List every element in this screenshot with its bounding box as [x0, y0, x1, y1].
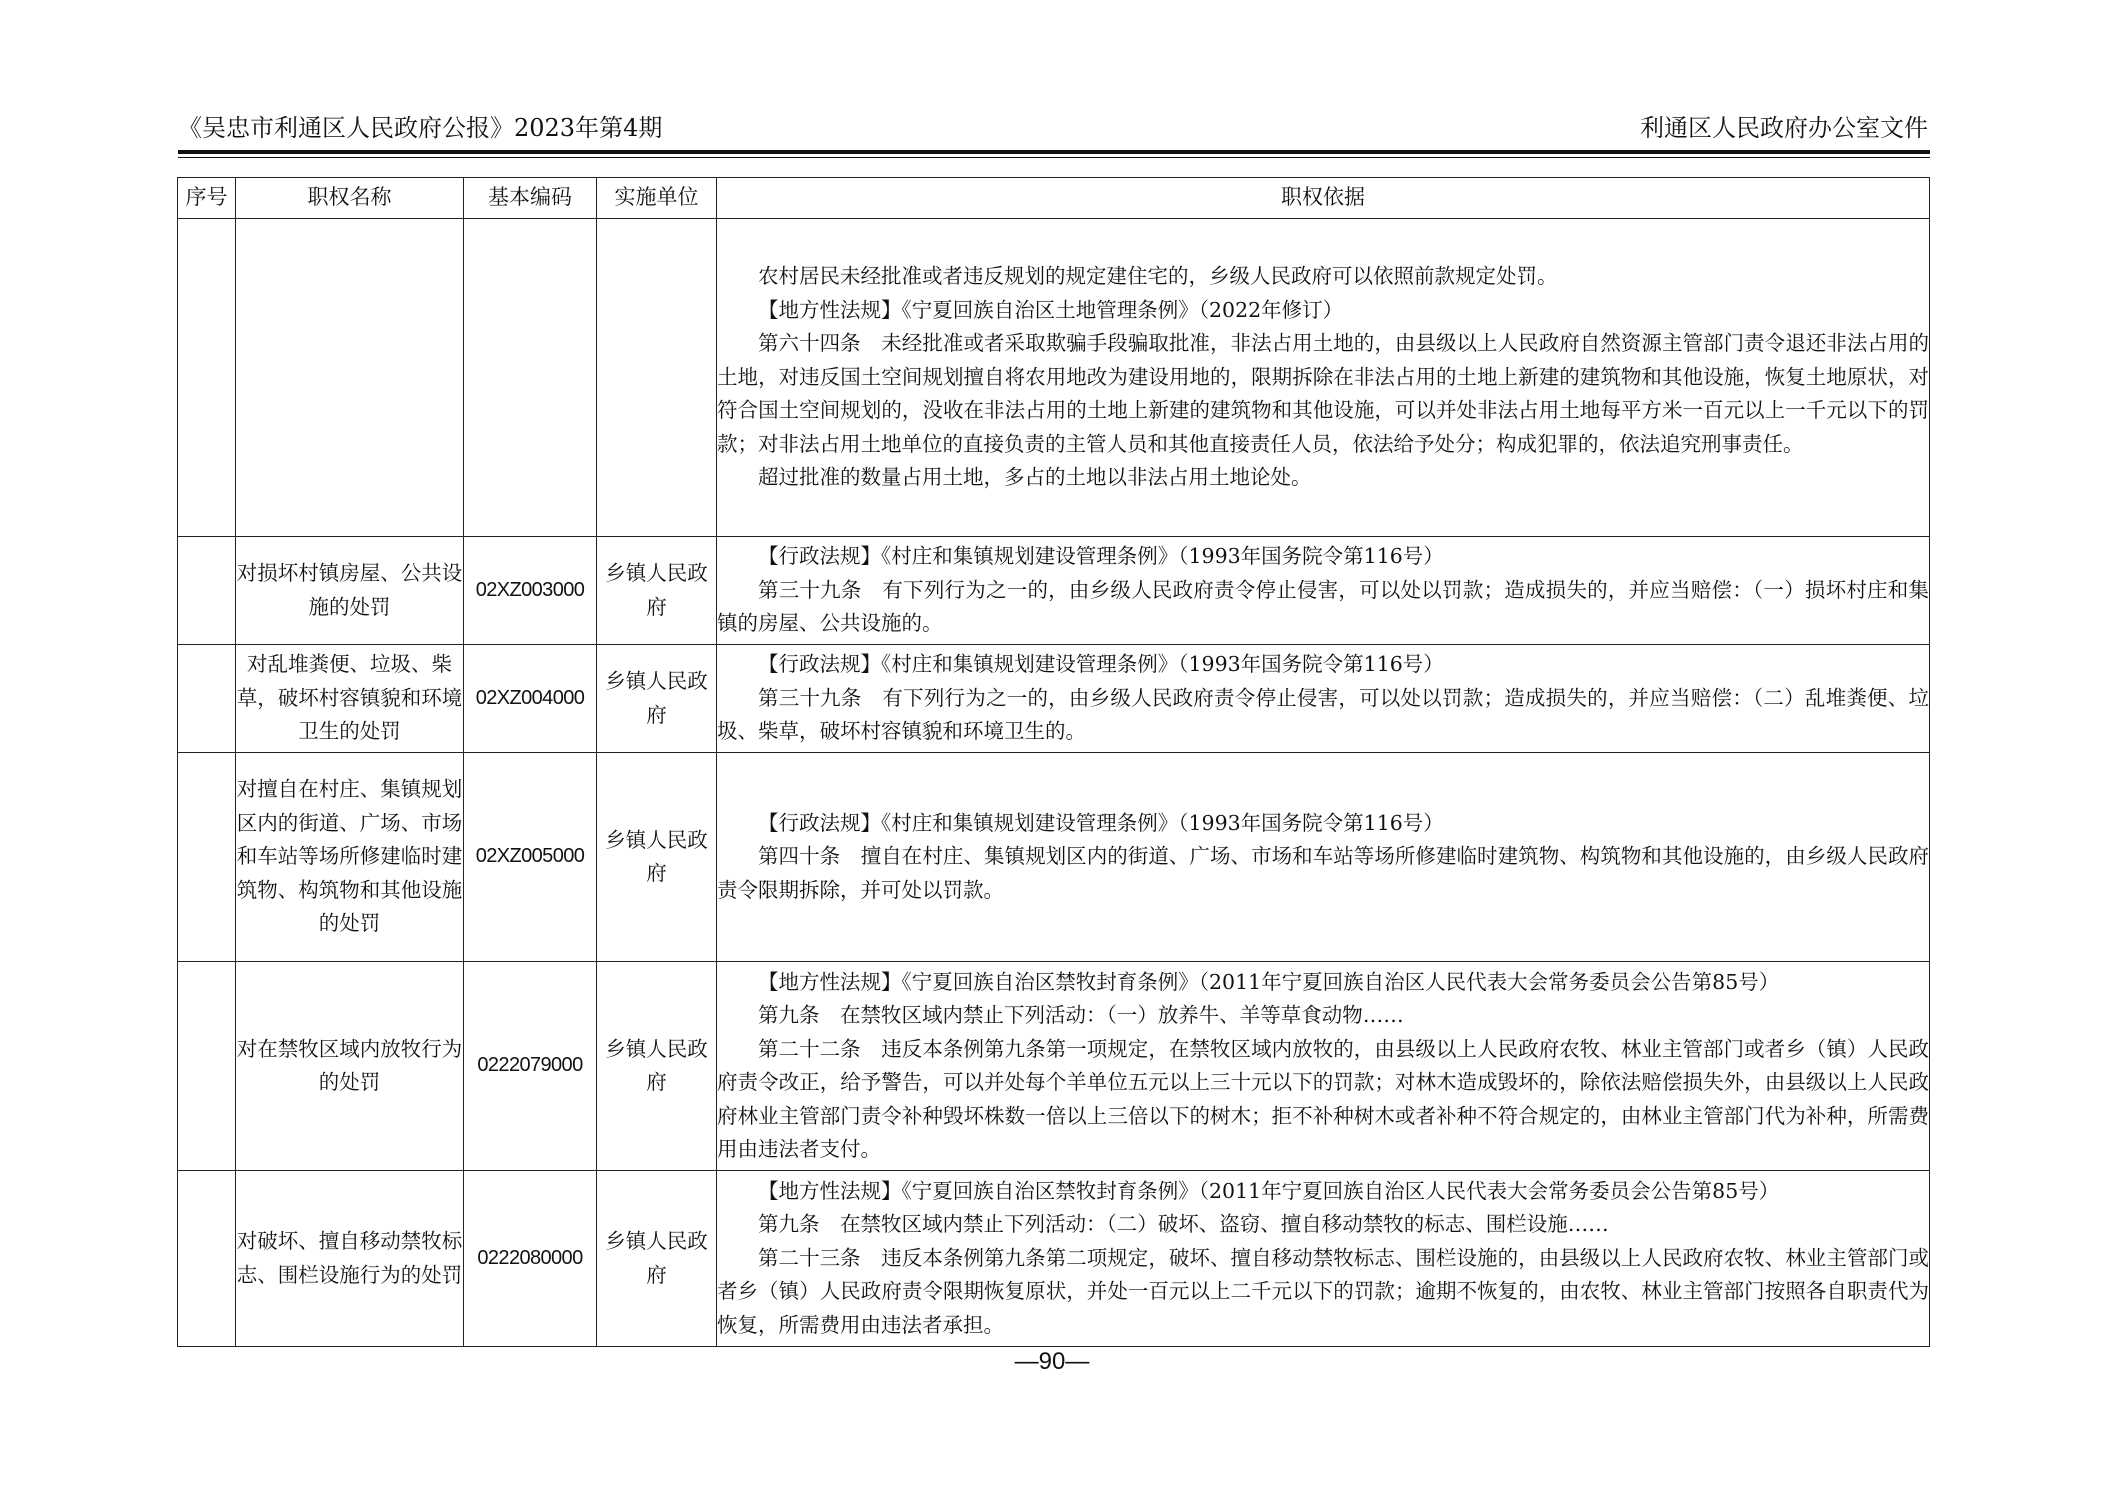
cell-no	[178, 219, 236, 537]
cell-unit: 乡镇人民政府	[597, 1171, 717, 1347]
basis-paragraph: 【地方性法规】《宁夏回族自治区禁牧封育条例》（2011年宁夏回族自治区人民代表大会常务委员会公告第85号）	[758, 1178, 1780, 1203]
cell-code	[464, 219, 597, 537]
cell-no	[178, 753, 236, 962]
header-rule-thick	[178, 150, 1930, 154]
table-row	[178, 537, 1930, 645]
cell-basis	[717, 1171, 1930, 1347]
column-header-unit: 实施单位	[597, 178, 717, 219]
basis-paragraph: 第二十二条 违反本条例第九条第一项规定，在禁牧区域内放牧的，由县级以上人民政府农牧、林业主管部门或者乡（镇）人民政府责令改正，给予警告，可以并处每个羊单位五元以上三十元以下的罚款；对林木造成毁坏的，除依法赔偿损失外，由县级以上人民政府林业主管部门责令补种毁坏株数一倍以上三倍以下的树木；拒不补种树木或者补种不符合规定的，由林业主管部门代为补种，所需费用由违法者支付。	[717, 1036, 1929, 1161]
cell-code: 02XZ004000	[464, 645, 597, 753]
cell-name: 对在禁牧区域内放牧行为的处罚	[236, 962, 464, 1171]
table-row	[178, 219, 1930, 537]
table-row	[178, 1171, 1930, 1347]
cell-name: 对损坏村镇房屋、公共设施的处罚	[236, 537, 464, 645]
basis-paragraph: 第二十三条 违反本条例第九条第二项规定，破坏、擅自移动禁牧标志、围栏设施的，由县级以上人民政府农牧、林业主管部门或者乡（镇）人民政府责令限期恢复原状，并处一百元以上二千元以下的罚款；逾期不恢复的，由农牧、林业主管部门按照各自职责代为恢复，所需费用由违法者承担。	[717, 1245, 1929, 1337]
issuing-office: 利通区人民政府办公室文件	[1640, 114, 1928, 142]
header-rule-thin	[178, 157, 1930, 158]
basis-paragraph: 第九条 在禁牧区域内禁止下列活动：（二）破坏、盗窃、擅自移动禁牧的标志、围栏设施……	[758, 1212, 1609, 1237]
basis-paragraph: 第三十九条 有下列行为之一的，由乡级人民政府责令停止侵害，可以处以罚款；造成损失的，并应当赔偿：（二）乱堆粪便、垃圾、柴草，破坏村容镇貌和环境卫生的。	[717, 685, 1929, 744]
page-header	[178, 108, 1928, 148]
cell-unit: 乡镇人民政府	[597, 753, 717, 962]
table-row	[178, 645, 1930, 753]
page-number: —90—	[1014, 1348, 1090, 1375]
cell-name: 对擅自在村庄、集镇规划区内的街道、广场、市场和车站等场所修建临时建筑物、构筑物和其他设施的处罚	[236, 753, 464, 962]
cell-no	[178, 645, 236, 753]
column-header-no: 序号	[178, 178, 236, 219]
basis-paragraph: 第四十条 擅自在村庄、集镇规划区内的街道、广场、市场和车站等场所修建临时建筑物、构筑物和其他设施的，由乡级人民政府责令限期拆除，并可处以罚款。	[717, 844, 1929, 902]
cell-code: 0222080000	[464, 1171, 597, 1347]
cell-basis	[717, 645, 1930, 753]
column-header-name: 职权名称	[236, 178, 464, 219]
basis-paragraph: 农村居民未经批准或者违反规划的规定建住宅的，乡级人民政府可以依照前款规定处罚。	[758, 264, 1558, 289]
bulletin-title: 《吴忠市利通区人民政府公报》2023年第4期	[178, 114, 663, 142]
table-row	[178, 962, 1930, 1171]
basis-paragraph: 【地方性法规】《宁夏回族自治区禁牧封育条例》（2011年宁夏回族自治区人民代表大会常务委员会公告第85号）	[758, 969, 1780, 994]
cell-unit: 乡镇人民政府	[597, 537, 717, 645]
basis-paragraph: 第六十四条 未经批准或者采取欺骗手段骗取批准，非法占用土地的，由县级以上人民政府自然资源主管部门责令退还非法占用的土地，对违反国土空间规划擅自将农用地改为建设用地的，限期拆除在非法占用的土地上新建的建筑物和其他设施，恢复土地原状，对符合国土空间规划的，没收在非法占用的土地上新建的建筑物和其他设施，可以并处非法占用土地每平方米一百元以上一千元以下的罚款；对非法占用土地单位的直接负责的主管人员和其他直接责任人员，依法给予处分；构成犯罪的，依法追究刑事责任。	[717, 331, 1929, 456]
cell-code: 02XZ005000	[464, 753, 597, 962]
column-header-basis: 职权依据	[717, 178, 1930, 219]
basis-paragraph: 第九条 在禁牧区域内禁止下列活动：（一）放养牛、羊等草食动物……	[758, 1003, 1404, 1027]
basis-paragraph: 超过批准的数量占用土地，多占的土地以非法占用土地论处。	[758, 465, 1312, 490]
cell-basis	[717, 753, 1930, 962]
cell-name: 对破坏、擅自移动禁牧标志、围栏设施行为的处罚	[236, 1171, 464, 1347]
cell-code: 02XZ003000	[464, 537, 597, 645]
authority-table	[177, 177, 1930, 1347]
cell-unit: 乡镇人民政府	[597, 962, 717, 1171]
cell-basis	[717, 962, 1930, 1171]
cell-code: 0222079000	[464, 962, 597, 1171]
table-header-row	[178, 178, 1930, 219]
cell-no	[178, 1171, 236, 1347]
basis-paragraph: 【地方性法规】《宁夏回族自治区土地管理条例》（2022年修订）	[758, 297, 1344, 322]
cell-no	[178, 537, 236, 645]
cell-basis	[717, 537, 1930, 645]
column-header-code: 基本编码	[464, 178, 597, 219]
cell-unit	[597, 219, 717, 537]
basis-paragraph: 【行政法规】《村庄和集镇规划建设管理条例》（1993年国务院令第116号）	[758, 652, 1444, 677]
cell-unit: 乡镇人民政府	[597, 645, 717, 753]
table-row	[178, 753, 1930, 962]
basis-paragraph: 第三十九条 有下列行为之一的，由乡级人民政府责令停止侵害，可以处以罚款；造成损失的，并应当赔偿：（一）损坏村庄和集镇的房屋、公共设施的。	[717, 577, 1929, 636]
cell-no	[178, 962, 236, 1171]
cell-name: 对乱堆粪便、垃圾、柴草，破坏村容镇貌和环境卫生的处罚	[236, 645, 464, 753]
cell-basis	[717, 219, 1930, 537]
cell-name	[236, 219, 464, 537]
basis-paragraph: 【行政法规】《村庄和集镇规划建设管理条例》（1993年国务院令第116号）	[758, 544, 1444, 569]
basis-paragraph: 【行政法规】《村庄和集镇规划建设管理条例》（1993年国务院令第116号）	[758, 810, 1444, 835]
